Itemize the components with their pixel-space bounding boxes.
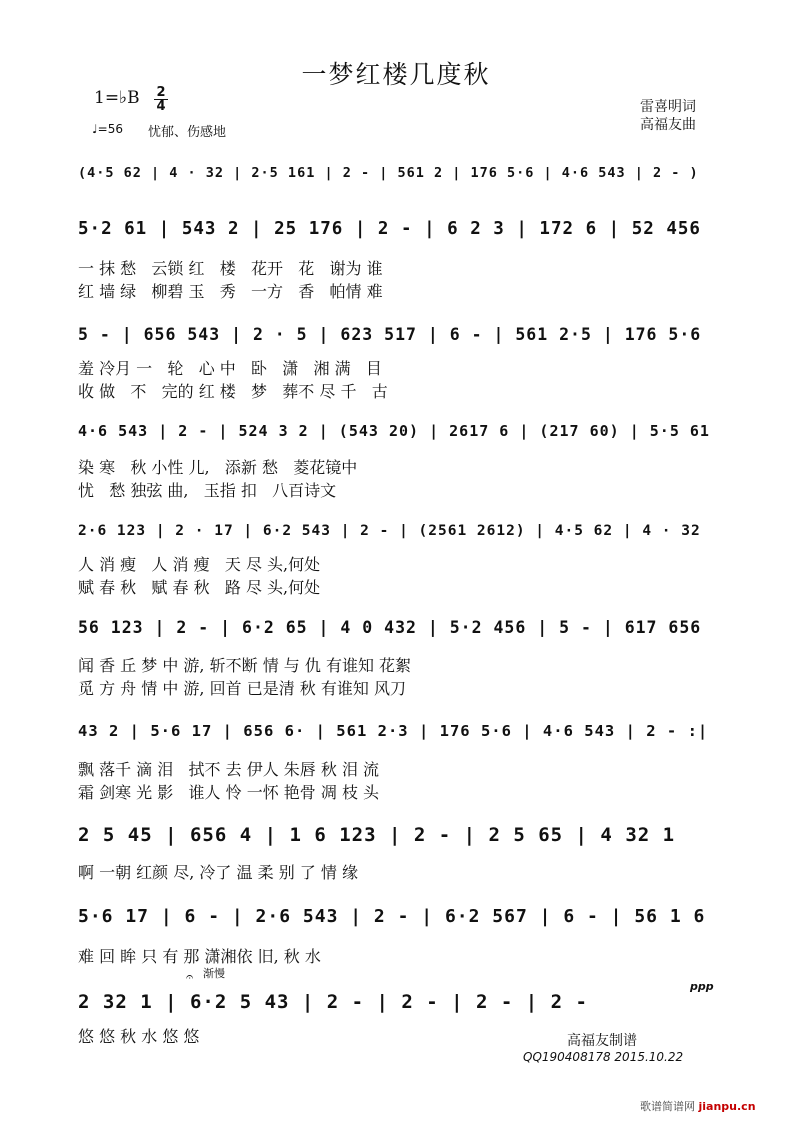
notes: 5 - | 656 543 | 2 · 5 | 623 517 | 6 - | 561 2·5 | 176 5·6 [78, 325, 702, 344]
lyric: 觅 方 舟 情 中 游, 回首 已是清 秋 有谁知 风刀 [78, 679, 406, 698]
notes: 5·2 61 | 543 2 | 25 176 | 2 - | 6 2 3 | 172 6 | 52 456 [78, 219, 701, 239]
lyric: 一 抹 愁 云锁 红 楼 花开 花 谢为 谁 [78, 259, 383, 278]
lyricist: 雷喜明词 [640, 99, 696, 115]
lyric: 啊 一朝 红颜 尽, 冷了 温 柔 别 了 情 缘 [78, 863, 358, 882]
arranger: 高福友制谱 [567, 1033, 637, 1049]
lyric: 羞 冷月 一 轮 心 中 卧 潇 湘 满 目 [78, 359, 382, 378]
credits [640, 98, 696, 134]
lyric-row-3a [78, 356, 712, 378]
dynamic-mark: ppp [690, 980, 714, 993]
lyric-row-9a [78, 944, 712, 966]
lyric-row-2b [78, 279, 712, 301]
site-watermark [640, 1098, 756, 1114]
lyric: 赋 春 秋 赋 春 秋 路 尽 头,何处 [78, 578, 321, 597]
lyric-row-4b [78, 478, 712, 500]
lyric: 难 回 眸 只 有 那 潇湘依 旧, 秋 水 [78, 947, 321, 966]
notes: 2·6 123 | 2 · 17 | 6·2 543 | 2 - | (2561 2612) | 4·5 62 | 4 · 32 [78, 523, 701, 539]
lyric-row-2a [78, 256, 712, 278]
staff-row-4 [78, 414, 710, 448]
notes: 56 123 | 2 - | 6·2 65 | 4 0 432 | 5·2 456 | 5 - | 617 656 [78, 618, 702, 637]
lyric-row-6b [78, 676, 712, 698]
qq-date: QQ190408178 2015.10.22 [523, 1050, 684, 1064]
composer: 高福友曲 [640, 117, 696, 133]
lyric-row-7b [78, 780, 712, 802]
staff-row-7 [78, 714, 710, 748]
staff-row-3 [78, 318, 710, 352]
staff-row-10 [78, 985, 710, 1019]
staff-row-8 [78, 818, 710, 852]
fermata-icon: 𝄐 [186, 970, 194, 985]
lyric: 飘 落千 滴 泪 拭不 去 伊人 朱唇 秋 泪 流 [78, 760, 380, 779]
notes: 43 2 | 5·6 17 | 656 6· | 561 2·3 | 176 5·6 | 4·6 543 | 2 - :| [78, 722, 709, 740]
lyric-row-5b [78, 575, 712, 597]
notes: 5·6 17 | 6 - | 2·6 543 | 2 - | 6·2 567 | 6 - | 56 1 6 [78, 906, 706, 927]
site-name: 歌谱简谱网 [640, 1100, 695, 1113]
lyric-row-8a [78, 860, 712, 882]
lyric: 红 墙 绿 柳碧 玉 秀 一方 香 帕情 难 [78, 282, 383, 301]
notes: (4·5 62 | 4 · 32 | 2·5 161 | 2 - | 561 2 | 176 5·6 | 4·6 543 | 2 - ) [78, 165, 699, 181]
lyric-row-4a [78, 455, 712, 477]
staff-row-6 [78, 611, 710, 645]
mood-mark: 忧郁、伤感地 [148, 125, 227, 140]
notes: 4·6 543 | 2 - | 524 3 2 | (543 20) | 2617 6 | (217 60) | 5·5 61 [78, 422, 710, 440]
lyric: 闻 香 丘 梦 中 游, 斩不断 情 与 仇 有谁知 花絮 [78, 656, 412, 675]
notes: 2 32 1 | 6·2 5 43 | 2 - | 2 - | 2 - | 2 - [78, 991, 588, 1013]
key-signature: 1=♭B [94, 88, 140, 108]
lyric: 悠 悠 秋 水 悠 悠 [78, 1027, 200, 1046]
staff-row-5 [78, 514, 710, 548]
lyric: 收 做 不 完的 红 楼 梦 葬不 尽 千 古 [78, 382, 388, 401]
notes: 2 5 45 | 656 4 | 1 6 123 | 2 - | 2 5 65 | 4 32 1 [78, 824, 676, 846]
tempo-change-mark: 渐慢 [203, 967, 225, 980]
site-url: jianpu.cn [698, 1100, 756, 1113]
lyric-row-7a [78, 757, 712, 779]
lyric: 忧 愁 独弦 曲, 玉指 扣 八百诗文 [78, 481, 337, 500]
lyric-row-5a [78, 552, 712, 574]
staff-row-9 [78, 900, 710, 934]
tempo-mark: ♩=56 [92, 122, 123, 136]
staff-row-1 [78, 156, 710, 190]
lyric: 霜 剑寒 光 影 谁人 怜 一怀 艳骨 凋 枝 头 [78, 783, 380, 802]
lyric-row-3b [78, 379, 712, 401]
lyric: 染 寒 秋 小性 儿, 添新 愁 菱花镜中 [78, 458, 358, 477]
staff-row-2 [78, 212, 710, 246]
lyric: 人 消 瘦 人 消 瘦 天 尽 头,何处 [78, 555, 321, 574]
time-signature: 2 4 [154, 86, 168, 113]
lyric-row-6a [78, 653, 712, 675]
page-title: 一梦红楼几度秋 [301, 60, 491, 89]
